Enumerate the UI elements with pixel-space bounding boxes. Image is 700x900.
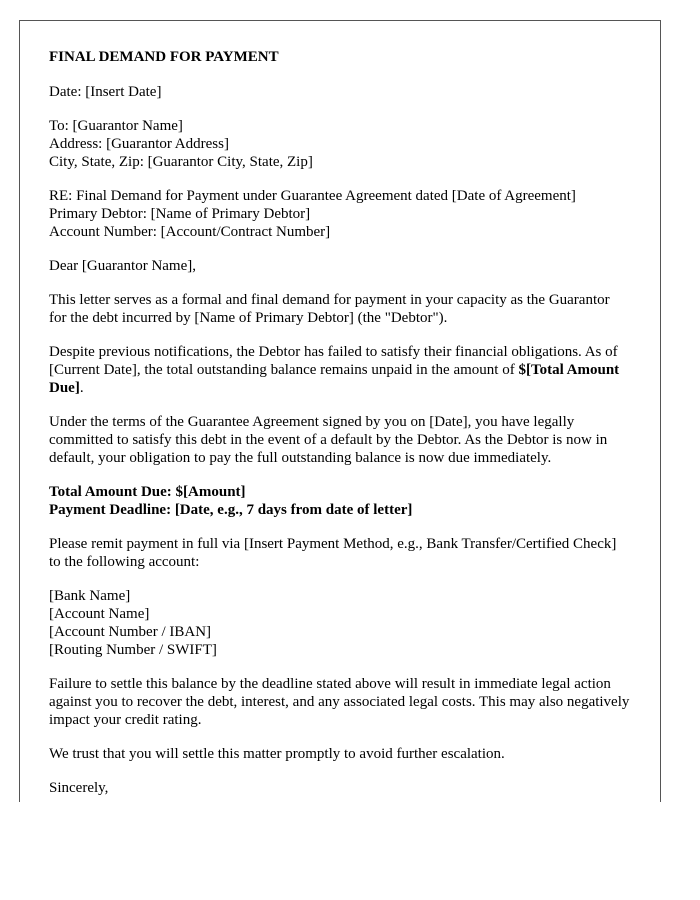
closing: Sincerely, <box>49 780 109 796</box>
paragraph-outstanding-balance <box>49 343 630 397</box>
balance-period: . <box>79 380 84 396</box>
payment-deadline: Payment Deadline: [Date, e.g., 7 days from date of letter] <box>49 502 413 518</box>
reference-re: RE: Final Demand for Payment under Guarantee Agreement dated [Date of Agreement] <box>49 188 576 204</box>
account-name: [Account Name] <box>49 606 150 622</box>
letter-page <box>19 20 661 802</box>
bank-details <box>49 587 630 659</box>
payment-summary <box>49 483 630 519</box>
date-text: Date: [Insert Date] <box>49 84 162 100</box>
paragraph-consequences: Failure to settle this balance by the deadline stated above will result in immediate legal action against you to recover the debt, interest, and any associated legal costs. This may also negatively impact your credit rating. <box>49 676 630 728</box>
reference-block <box>49 187 630 241</box>
recipient-block <box>49 117 630 171</box>
account-number: [Account Number / IBAN] <box>49 624 212 640</box>
recipient-city: City, State, Zip: [Guarantor City, State, Zip] <box>49 154 313 170</box>
bank-name: [Bank Name] <box>49 588 131 604</box>
recipient-to: To: [Guarantor Name] <box>49 118 183 134</box>
balance-amount: $[Total Amount Due] <box>49 362 620 396</box>
paragraph-remit: Please remit payment in full via [Insert Payment Method, e.g., Bank Transfer/Certified Check] to the following account: <box>49 536 617 570</box>
paragraph-guarantee-terms: Under the terms of the Guarantee Agreement signed by you on [Date], you have legally committed to satisfy this debt in the event of a default by the Debtor. As the Debtor is now in default, your obligation to pay the full outstanding balance is now due immediately. <box>49 414 608 466</box>
paragraph-capacity: This letter serves as a formal and final demand for payment in your capacity as the Guarantor for the debt incurred by [Name of Primary Debtor] (the "Debtor"). <box>49 292 610 326</box>
date-line <box>49 83 630 101</box>
reference-debtor: Primary Debtor: [Name of Primary Debtor] <box>49 206 311 222</box>
routing-number: [Routing Number / SWIFT] <box>49 642 217 658</box>
reference-account: Account Number: [Account/Contract Number] <box>49 224 331 240</box>
letter-title: FINAL DEMAND FOR PAYMENT <box>49 49 279 65</box>
balance-text: Despite previous notifications, the Debtor has failed to satisfy their financial obligations. As of [Current Date], the total outstanding balance remains unpaid in the amount of <box>49 344 618 378</box>
paragraph-trust: We trust that you will settle this matter promptly to avoid further escalation. <box>49 746 505 762</box>
total-amount-due: Total Amount Due: $[Amount] <box>49 484 246 500</box>
salutation: Dear [Guarantor Name], <box>49 258 197 274</box>
recipient-address: Address: [Guarantor Address] <box>49 136 229 152</box>
